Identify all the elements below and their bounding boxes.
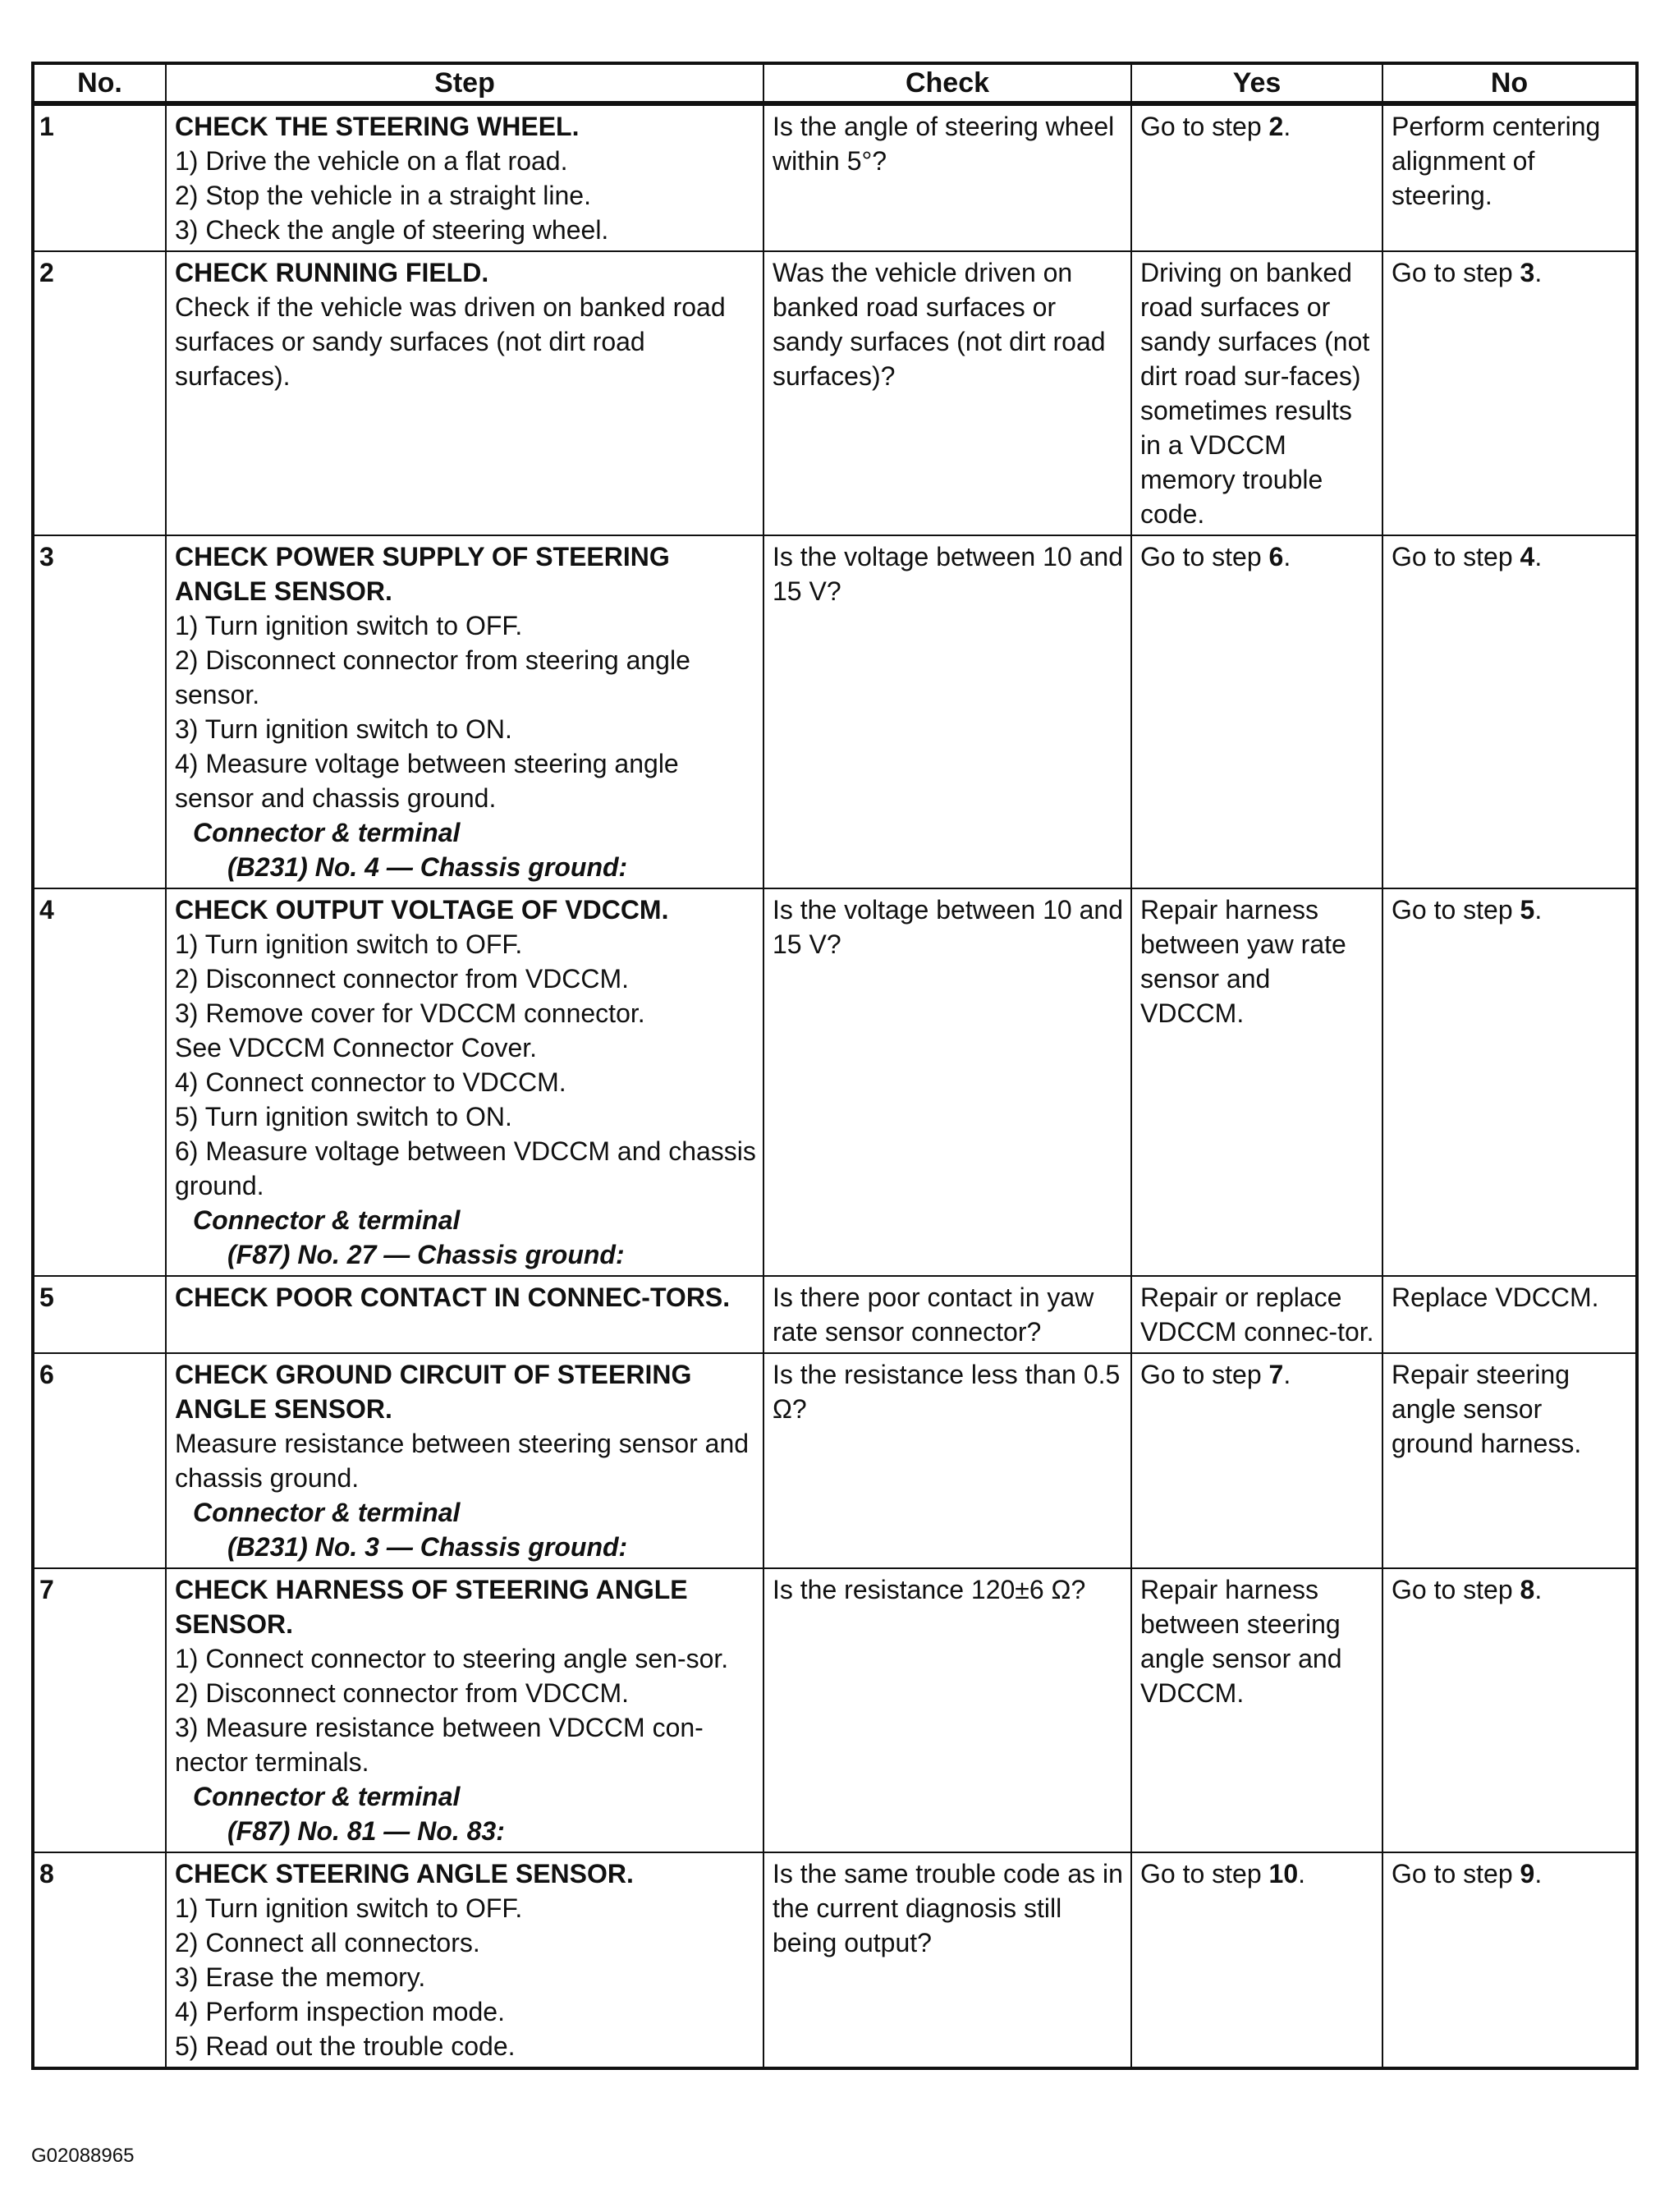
- step-instruction: 3) Check the angle of steering wheel.: [175, 215, 609, 245]
- yes-cell: [1131, 1276, 1382, 1353]
- no-result-cell: [1382, 535, 1637, 888]
- step-number: 5: [33, 1276, 166, 1353]
- step-instruction: 6) Measure voltage between VDCCM and chassis ground.: [175, 1136, 756, 1200]
- diagnostic-table: [31, 62, 1639, 2070]
- step-cell: [166, 888, 763, 1276]
- figure-code: G02088965: [31, 2145, 135, 2167]
- goto-prefix: Go to step: [1392, 1859, 1520, 1888]
- step-cell: [166, 535, 763, 888]
- step-title: CHECK THE STEERING WHEEL.: [175, 112, 580, 141]
- step-instruction: 2) Stop the vehicle in a straight line.: [175, 181, 591, 210]
- goto-prefix: Go to step: [1140, 1859, 1269, 1888]
- goto-step-number: 8: [1520, 1575, 1535, 1604]
- yes-cell: [1131, 1852, 1382, 2068]
- step-instruction: 3) Remove cover for VDCCM connector.: [175, 998, 645, 1028]
- table-row: [33, 1353, 1637, 1568]
- table-body: [33, 103, 1637, 2068]
- step-number: 7: [33, 1568, 166, 1852]
- step-title: CHECK POWER SUPPLY OF STEERING ANGLE SENSOR.: [175, 542, 670, 606]
- goto-step-number: 4: [1520, 542, 1535, 571]
- no-result-cell: [1382, 251, 1637, 535]
- step-number: 4: [33, 888, 166, 1276]
- yes-cell: [1131, 1568, 1382, 1852]
- yes-cell: [1131, 103, 1382, 251]
- step-instruction: 2) Disconnect connector from VDCCM.: [175, 964, 630, 994]
- step-number: 8: [33, 1852, 166, 2068]
- header-no: No.: [33, 63, 166, 103]
- no-result-cell: [1382, 1568, 1637, 1852]
- result-text: Repair harness between yaw rate sensor and VDCCM.: [1140, 895, 1346, 1028]
- step-instruction: 1) Connect connector to steering angle sen-sor.: [175, 1644, 729, 1673]
- step-instruction: 4) Perform inspection mode.: [175, 1997, 505, 2026]
- result-text: Perform centering alignment of steering.: [1392, 112, 1601, 210]
- table-row: [33, 251, 1637, 535]
- goto-prefix: Go to step: [1392, 1575, 1520, 1604]
- step-instruction: 5) Turn ignition switch to ON.: [175, 1102, 512, 1131]
- step-instruction: 1) Turn ignition switch to OFF.: [175, 1893, 523, 1923]
- goto-suffix: .: [1534, 1859, 1543, 1888]
- connector-terminal-value: (F87) No. 81 — No. 83:: [227, 1816, 505, 1846]
- step-instruction: 5) Read out the trouble code.: [175, 2031, 516, 2061]
- step-title: CHECK GROUND CIRCUIT OF STEERING ANGLE SENSOR.: [175, 1360, 692, 1424]
- step-cell: [166, 251, 763, 535]
- step-instruction: Check if the vehicle was driven on banked road surfaces or sandy surfaces (not dirt road surfaces).: [175, 292, 726, 391]
- goto-prefix: Go to step: [1140, 1360, 1269, 1389]
- goto-suffix: .: [1534, 1575, 1543, 1604]
- goto-suffix: .: [1534, 542, 1543, 571]
- connector-terminal-value: (F87) No. 27 — Chassis ground:: [227, 1240, 625, 1269]
- result-text: Replace VDCCM.: [1392, 1283, 1599, 1312]
- table-row: [33, 1568, 1637, 1852]
- goto-step-number: 6: [1268, 542, 1284, 571]
- connector-terminal-label: Connector & terminal: [193, 818, 461, 847]
- table-row: [33, 888, 1637, 1276]
- step-instruction: 3) Measure resistance between VDCCM con-nector terminals.: [175, 1713, 704, 1777]
- goto-prefix: Go to step: [1392, 895, 1520, 925]
- no-result-cell: [1382, 1276, 1637, 1353]
- goto-prefix: Go to step: [1140, 542, 1269, 571]
- goto-prefix: Go to step: [1392, 258, 1520, 287]
- result-text: Driving on banked road surfaces or sandy surfaces (not dirt road sur-faces) sometimes results in a VDCCM memory trouble code.: [1140, 258, 1370, 529]
- step-number: 3: [33, 535, 166, 888]
- goto-suffix: .: [1534, 895, 1543, 925]
- connector-terminal-label: Connector & terminal: [193, 1782, 461, 1811]
- header-yes: Yes: [1131, 63, 1382, 103]
- yes-cell: [1131, 251, 1382, 535]
- step-instruction: Measure resistance between steering sensor and chassis ground.: [175, 1429, 750, 1493]
- step-instruction: 4) Measure voltage between steering angle sensor and chassis ground.: [175, 749, 679, 813]
- result-text: Repair steering angle sensor ground harness.: [1392, 1360, 1582, 1458]
- check-cell: Is the resistance less than 0.5 Ω?: [763, 1353, 1131, 1568]
- goto-step-number: 5: [1520, 895, 1535, 925]
- no-result-cell: [1382, 1353, 1637, 1568]
- step-instruction: 2) Disconnect connector from VDCCM.: [175, 1678, 630, 1708]
- table-row: [33, 535, 1637, 888]
- no-result-cell: [1382, 103, 1637, 251]
- step-instruction: 1) Turn ignition switch to OFF.: [175, 611, 523, 640]
- goto-suffix: .: [1283, 112, 1291, 141]
- goto-step-number: 10: [1268, 1859, 1299, 1888]
- step-instruction: 2) Connect all connectors.: [175, 1928, 480, 1957]
- yes-cell: [1131, 888, 1382, 1276]
- goto-step-number: 3: [1520, 258, 1535, 287]
- connector-terminal-value: (B231) No. 3 — Chassis ground:: [227, 1532, 628, 1562]
- step-number: 1: [33, 103, 166, 251]
- goto-prefix: Go to step: [1392, 542, 1520, 571]
- goto-suffix: .: [1298, 1859, 1306, 1888]
- yes-cell: [1131, 535, 1382, 888]
- check-cell: Is the voltage between 10 and 15 V?: [763, 888, 1131, 1276]
- step-title: CHECK RUNNING FIELD.: [175, 258, 489, 287]
- step-cell: [166, 103, 763, 251]
- result-text: Repair harness between steering angle sensor and VDCCM.: [1140, 1575, 1342, 1708]
- check-cell: Is there poor contact in yaw rate sensor connector?: [763, 1276, 1131, 1353]
- check-cell: Is the resistance 120±6 Ω?: [763, 1568, 1131, 1852]
- check-cell: Was the vehicle driven on banked road surfaces or sandy surfaces (not dirt road surfaces)?: [763, 251, 1131, 535]
- step-instruction: 3) Erase the memory.: [175, 1962, 426, 1992]
- step-cell: [166, 1276, 763, 1353]
- no-result-cell: [1382, 888, 1637, 1276]
- step-title: CHECK OUTPUT VOLTAGE OF VDCCM.: [175, 895, 669, 925]
- step-title: CHECK POOR CONTACT IN CONNEC-TORS.: [175, 1283, 731, 1312]
- step-instruction: See VDCCM Connector Cover.: [175, 1033, 538, 1062]
- step-instruction: 4) Connect connector to VDCCM.: [175, 1067, 566, 1097]
- step-title: CHECK HARNESS OF STEERING ANGLE SENSOR.: [175, 1575, 688, 1639]
- step-title: CHECK STEERING ANGLE SENSOR.: [175, 1859, 634, 1888]
- step-number: 6: [33, 1353, 166, 1568]
- connector-terminal-label: Connector & terminal: [193, 1498, 461, 1527]
- step-instruction: 1) Turn ignition switch to OFF.: [175, 929, 523, 959]
- goto-suffix: .: [1534, 258, 1543, 287]
- step-cell: [166, 1568, 763, 1852]
- table-row: [33, 103, 1637, 251]
- header-no-result: No: [1382, 63, 1637, 103]
- check-cell: Is the voltage between 10 and 15 V?: [763, 535, 1131, 888]
- step-instruction: 3) Turn ignition switch to ON.: [175, 714, 512, 744]
- step-cell: [166, 1353, 763, 1568]
- table-row: [33, 1276, 1637, 1353]
- no-result-cell: [1382, 1852, 1637, 2068]
- step-instruction: 2) Disconnect connector from steering angle sensor.: [175, 645, 690, 709]
- goto-prefix: Go to step: [1140, 112, 1269, 141]
- header-check: Check: [763, 63, 1131, 103]
- connector-terminal-value: (B231) No. 4 — Chassis ground:: [227, 852, 628, 882]
- goto-suffix: .: [1283, 542, 1291, 571]
- header-step: Step: [166, 63, 763, 103]
- yes-cell: [1131, 1353, 1382, 1568]
- goto-step-number: 7: [1268, 1360, 1284, 1389]
- goto-step-number: 9: [1520, 1859, 1535, 1888]
- connector-terminal-label: Connector & terminal: [193, 1205, 461, 1235]
- table-row: [33, 1852, 1637, 2068]
- step-instruction: 1) Drive the vehicle on a flat road.: [175, 146, 568, 176]
- check-cell: Is the same trouble code as in the current diagnosis still being output?: [763, 1852, 1131, 2068]
- goto-step-number: 2: [1268, 112, 1284, 141]
- check-cell: Is the angle of steering wheel within 5°?: [763, 103, 1131, 251]
- result-text: Repair or replace VDCCM connec-tor.: [1140, 1283, 1374, 1347]
- header-row: [33, 63, 1637, 103]
- step-number: 2: [33, 251, 166, 535]
- step-cell: [166, 1852, 763, 2068]
- goto-suffix: .: [1283, 1360, 1291, 1389]
